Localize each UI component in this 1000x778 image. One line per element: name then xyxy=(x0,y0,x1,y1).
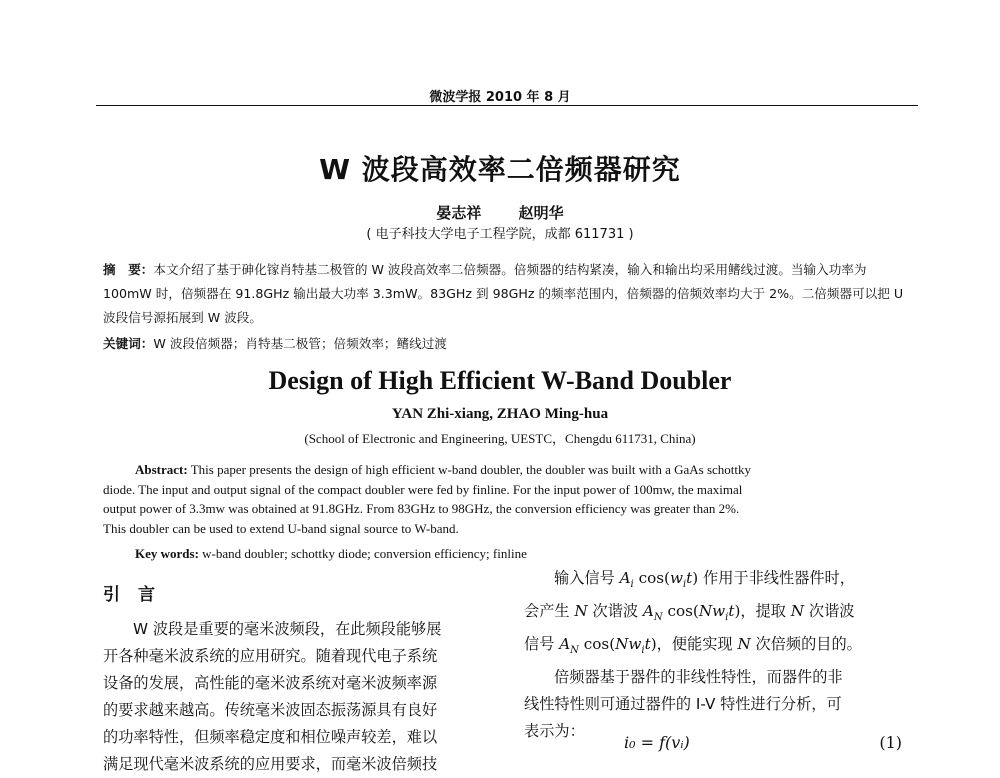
paragraph-line: 的功率特性，但频率稳定度和相位噪声较差，难以 xyxy=(103,728,438,746)
text-run: ，便能实现 xyxy=(656,635,738,654)
abstract-cn xyxy=(103,258,913,330)
math-harmonic-signal: $A_N$ $\cos(Nw_it)$ xyxy=(559,635,657,657)
text-run: 次倍频的目的。 xyxy=(750,635,862,654)
math-N: N xyxy=(790,602,805,621)
paragraph-line: 满足现代毫米波系统的应用要求，而毫米波倍频技 xyxy=(103,755,438,773)
text-run: 信号 xyxy=(524,635,560,654)
math-N: N xyxy=(737,635,751,654)
paragraph-line: 的要求越来越高。传统毫米波固态振荡源具有良好 xyxy=(103,701,438,719)
authors-en: YAN Zhi-xiang, ZHAO Ming-hua xyxy=(391,406,609,422)
keywords-en-text: w-band doubler; schottky diode; conversion efficiency; finline xyxy=(198,546,527,561)
text-run: ，提取 xyxy=(740,602,791,621)
equation-1 xyxy=(524,733,916,760)
text-run: 作用于非线性器件时， xyxy=(698,569,855,587)
abstract-en-label: Abstract: xyxy=(135,462,188,477)
affiliation-cn: ( 电子科技大学电子工程学院，成都 611731 ) xyxy=(366,227,634,242)
equation-body: i₀ = f(vᵢ) xyxy=(624,733,690,752)
paragraph-line xyxy=(524,598,916,631)
paragraph-line: 表示为： xyxy=(524,722,585,741)
abstract-en-line: output power of 3.3mw was obtained at 91.8GHz. From 83GHz to 98GHz, the conversion efficiency was greater than 2%. xyxy=(103,501,740,516)
abstract-en xyxy=(103,460,883,538)
abstract-cn-label: 摘 要： xyxy=(103,262,154,277)
paper-title-en: Design of High Efficient W-Band Doubler xyxy=(268,366,732,395)
header-rule xyxy=(96,105,918,106)
abstract-en-line: diode. The input and output signal of the compact doubler were fed by finline. For the input power of 100mw, the maximal xyxy=(103,481,743,497)
abstract-en-line xyxy=(103,460,883,480)
body-right-column xyxy=(524,565,916,745)
paragraph-line: 倍频器基于器件的非线性特性，而器件的非 xyxy=(554,668,843,687)
paragraph-line xyxy=(524,631,916,664)
equation-number: (1) xyxy=(879,733,902,752)
running-head: 微波学报 2010 年 8 月 xyxy=(429,90,571,105)
body-left-column xyxy=(103,616,495,778)
paragraph-line: 线性特性则可通过器件的 I-V 特性进行分析，可 xyxy=(524,695,842,714)
abstract-en-text: This paper presents the design of high efficient w-band doubler, the doubler was built with a GaAs schottky xyxy=(187,462,752,477)
paper-title-cn: W 波段高效率二倍频器研究 xyxy=(319,153,681,186)
paragraph-line: 开各种毫米波系统的应用研究。随着现代电子系统 xyxy=(103,647,438,665)
section-heading: 引言 xyxy=(103,585,173,605)
paragraph-line: W 波段是重要的毫米波频段，在此频段能够展 xyxy=(133,620,442,638)
keywords-en xyxy=(135,546,915,562)
keywords-cn xyxy=(103,333,913,352)
paragraph-line xyxy=(524,565,916,598)
text-run: 次谐波 xyxy=(587,602,643,621)
abstract-cn-text: 本文介绍了基于砷化镓肖特基二极管的 W 波段高效率二倍频器。倍频器的结构紧凑，输入和输出均采用鳍线过渡。当输入功率为 100mW 时，倍频器在 91.8GHz 输出最大功率 3.3mW。83GHz 到 98GHz 的频率范围内，倍频器的倍频效率均大于 2%。二倍频器可以把 U 波段信号源拓展到 W 波段。 xyxy=(103,262,904,325)
keywords-cn-label: 关键词： xyxy=(103,336,154,351)
text-run: 输入信号 xyxy=(554,569,620,587)
authors-cn xyxy=(0,202,1000,223)
math-input-signal: $A_i$ $\cos(w_it)$ xyxy=(619,569,699,591)
text-run: 次谐波 xyxy=(804,602,855,621)
author-cn-1: 晏志祥 xyxy=(436,204,482,222)
text-run: 会产生 xyxy=(524,602,575,621)
keywords-en-label: Key words: xyxy=(135,546,199,561)
keywords-cn-text: W 波段倍频器；肖特基二极管；倍频效率；鳍线过渡 xyxy=(153,336,447,351)
author-cn-2: 赵明华 xyxy=(518,204,564,222)
paragraph-line: 设备的发展，高性能的毫米波系统对毫米波频率源 xyxy=(103,674,438,692)
affiliation-en: (School of Electronic and Engineering, UESTC，Chengdu 611731, China) xyxy=(304,431,696,446)
abstract-en-line: This doubler can be used to extend U-band signal source to W-band. xyxy=(103,520,459,536)
math-harmonic: $A_N$ $\cos(Nw_it)$ xyxy=(642,602,741,624)
math-N: N xyxy=(574,602,588,621)
